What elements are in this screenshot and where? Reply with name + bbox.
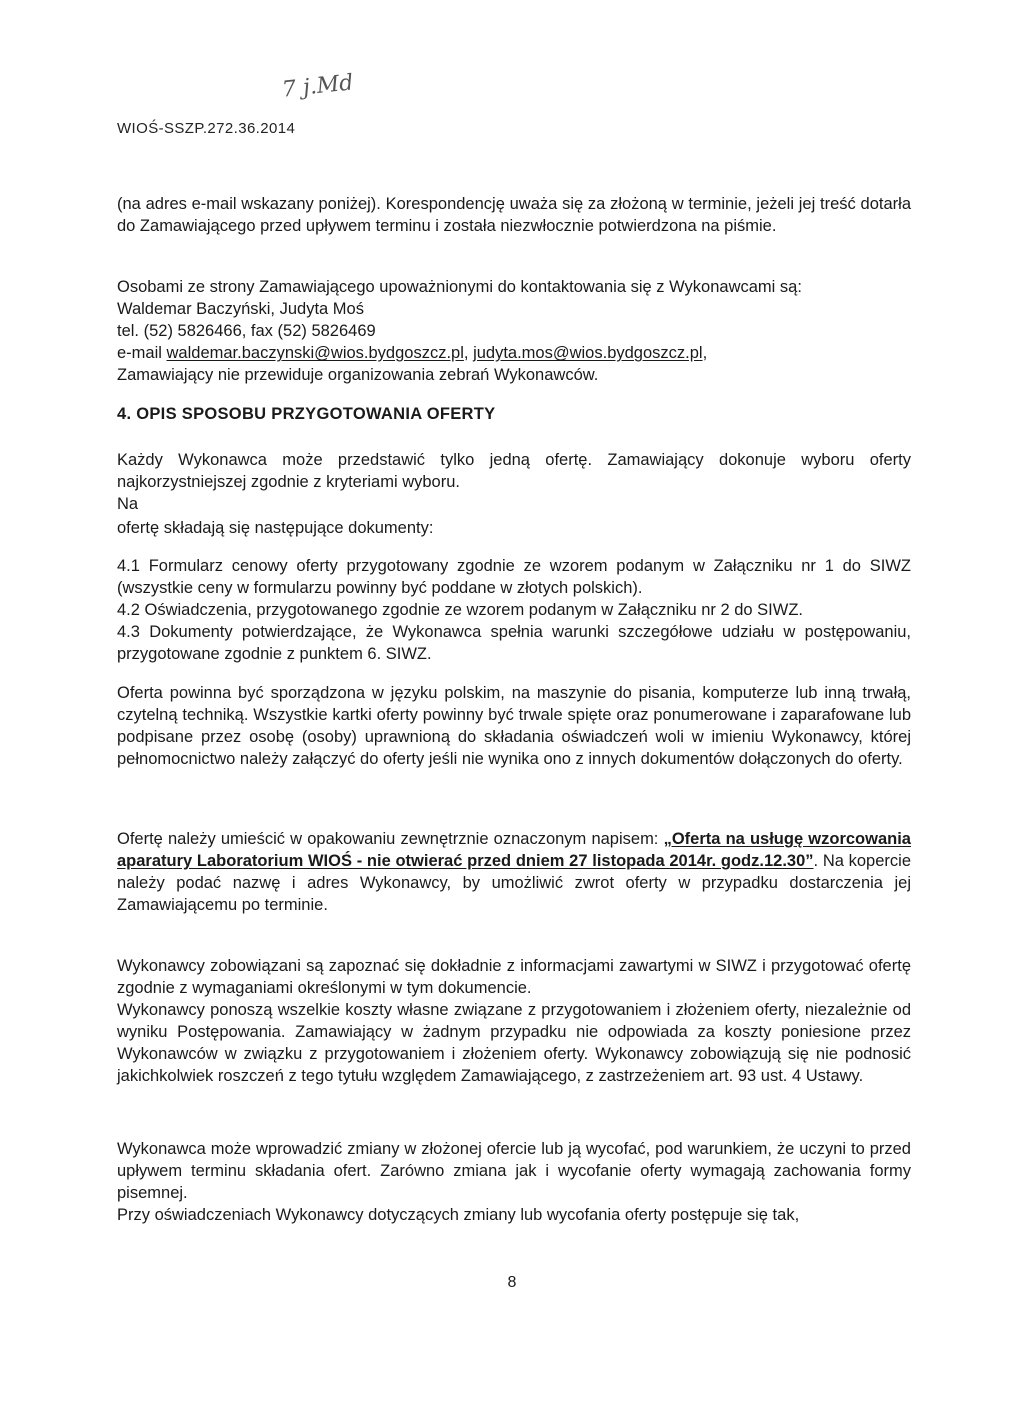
phone-fax-line: tel. (52) 5826466, fax (52) 5826469	[117, 322, 376, 340]
package-paragraph	[117, 828, 911, 916]
language-paragraph	[117, 682, 911, 770]
email-tail: ,	[702, 344, 708, 362]
documents-intro: ofertę składają się następujące dokumenty:	[117, 519, 434, 537]
handwritten-annotation: 7 j.Md	[280, 70, 355, 103]
documents-list	[117, 555, 911, 665]
list-item-4-1: 4.1 Formularz cenowy oferty przygotowany zgodnie ze wzorem podanym w Załączniku nr 1 do SIWZ (wszystkie ceny w formularzu powinny być poddane w złotych polskich).	[117, 557, 911, 597]
intro-paragraph	[117, 193, 911, 237]
section-heading: 4. OPIS SPOSOBU PRZYGOTOWANIA OFERTY	[117, 405, 496, 423]
na-fragment: Na	[117, 495, 139, 513]
no-meetings-text: Zamawiający nie przewiduje organizowania zebrań Wykonawców.	[117, 366, 599, 384]
one-offer-text: Każdy Wykonawca może przedstawić tylko jedną ofertę. Zamawiający dokonuje wyboru oferty najkorzystniejszej zgodnie z kryteriami wyboru.	[117, 451, 911, 491]
contacts-line: Osobami ze strony Zamawiającego upoważnionymi do kontaktowania się z Wykonawcami są:	[117, 278, 802, 296]
obligations-text-2: Wykonawcy ponoszą wszelkie koszty własne związane z przygotowaniem i złożeniem oferty, niezależnie od wyniku Postępowania. Zamawiający w żadnym przypadku nie odpowiada za koszty poniesione przez Wykonawców w związku z przygotowaniem i złożeniem oferty. Wykonawcy zobowiązują się nie podnosić jakichkolwiek roszczeń z tego tytułu względem Zamawiającego, z zastrzeżeniem art. 93 ust. 4 Ustawy.	[117, 1001, 911, 1085]
page-number: 8	[507, 1274, 517, 1291]
language-text: Oferta powinna być sporządzona w języku polskim, na maszynie do pisania, komputerze lub inną trwałą, czytelną techniką. Wszystkie kartki oferty powinny być trwale spięte oraz ponumerowane i zaparafowane lub podpisane przez osobę (osoby) uprawnioną do składania oświadczeń woli w imieniu Wykonawcy, której pełnomocnictwo należy załączyć do oferty jeśli nie wynika ono z innych dokumentów dołączonych do oferty.	[117, 684, 911, 768]
contacts-names: Waldemar Baczyński, Judyta Moś	[117, 300, 364, 318]
package-end: . Na kopercie należy podać nazwę i adres Wykonawcy, by umożliwić zwrot oferty w przypadku dostarczenia jej Zamawiającemu po terminie.	[117, 852, 911, 914]
package-intro: Ofertę należy umieścić w opakowaniu zewnętrznie oznaczonym napisem:	[117, 830, 664, 848]
email-line	[117, 342, 911, 364]
changes-text-2: Przy oświadczeniach Wykonawcy dotyczących zmiany lub wycofania oferty postępuje się tak,	[117, 1206, 800, 1224]
contacts-block	[117, 276, 911, 386]
document-reference: WIOŚ-SSZP.272.36.2014	[117, 120, 296, 137]
package-text	[117, 828, 911, 916]
email-label: e-mail	[117, 344, 167, 362]
changes-paragraph	[117, 1138, 911, 1226]
email-link-baczynski[interactable]: waldemar.baczynski@wios.bydgoszcz.pl	[166, 344, 464, 362]
correspondence-text: (na adres e-mail wskazany poniżej). Korespondencję uważa się za złożoną w terminie, jeżeli jej treść dotarła do Zamawiającego przed upływem terminu i została niezwłocznie potwierdzona na piśmie.	[117, 195, 911, 235]
offer-intro	[117, 449, 911, 539]
email-separator: ,	[463, 344, 474, 362]
package-label: „Oferta na usługę wzorcowania aparatury Laboratorium WIOŚ - nie otwierać przed dniem 27 listopada 2014r. godz.12.30”	[117, 830, 911, 870]
list-item-4-2: 4.2 Oświadczenia, przygotowanego zgodnie ze wzorem podanym w Załączniku nr 2 do SIWZ.	[117, 601, 803, 619]
obligations-text-1: Wykonawcy zobowiązani są zapoznać się dokładnie z informacjami zawartymi w SIWZ i przygotować ofertę zgodnie z wymaganiami określonymi w tym dokumencie.	[117, 957, 911, 997]
list-item-4-3: 4.3 Dokumenty potwierdzające, że Wykonawca spełnia warunki szczegółowe udziału w postępowaniu, przygotowane zgodnie z punktem 6. SIWZ.	[117, 623, 911, 663]
email-link-mos[interactable]: judyta.mos@wios.bydgoszcz.pl	[473, 344, 703, 362]
obligations-paragraph	[117, 955, 911, 1087]
changes-text-1: Wykonawca może wprowadzić zmiany w złożonej ofercie lub ją wycofać, pod warunkiem, że uczyni to przed upływem terminu składania ofert. Zarówno zmiana jak i wycofanie oferty wymagają zachowania formy pisemnej.	[117, 1140, 911, 1202]
